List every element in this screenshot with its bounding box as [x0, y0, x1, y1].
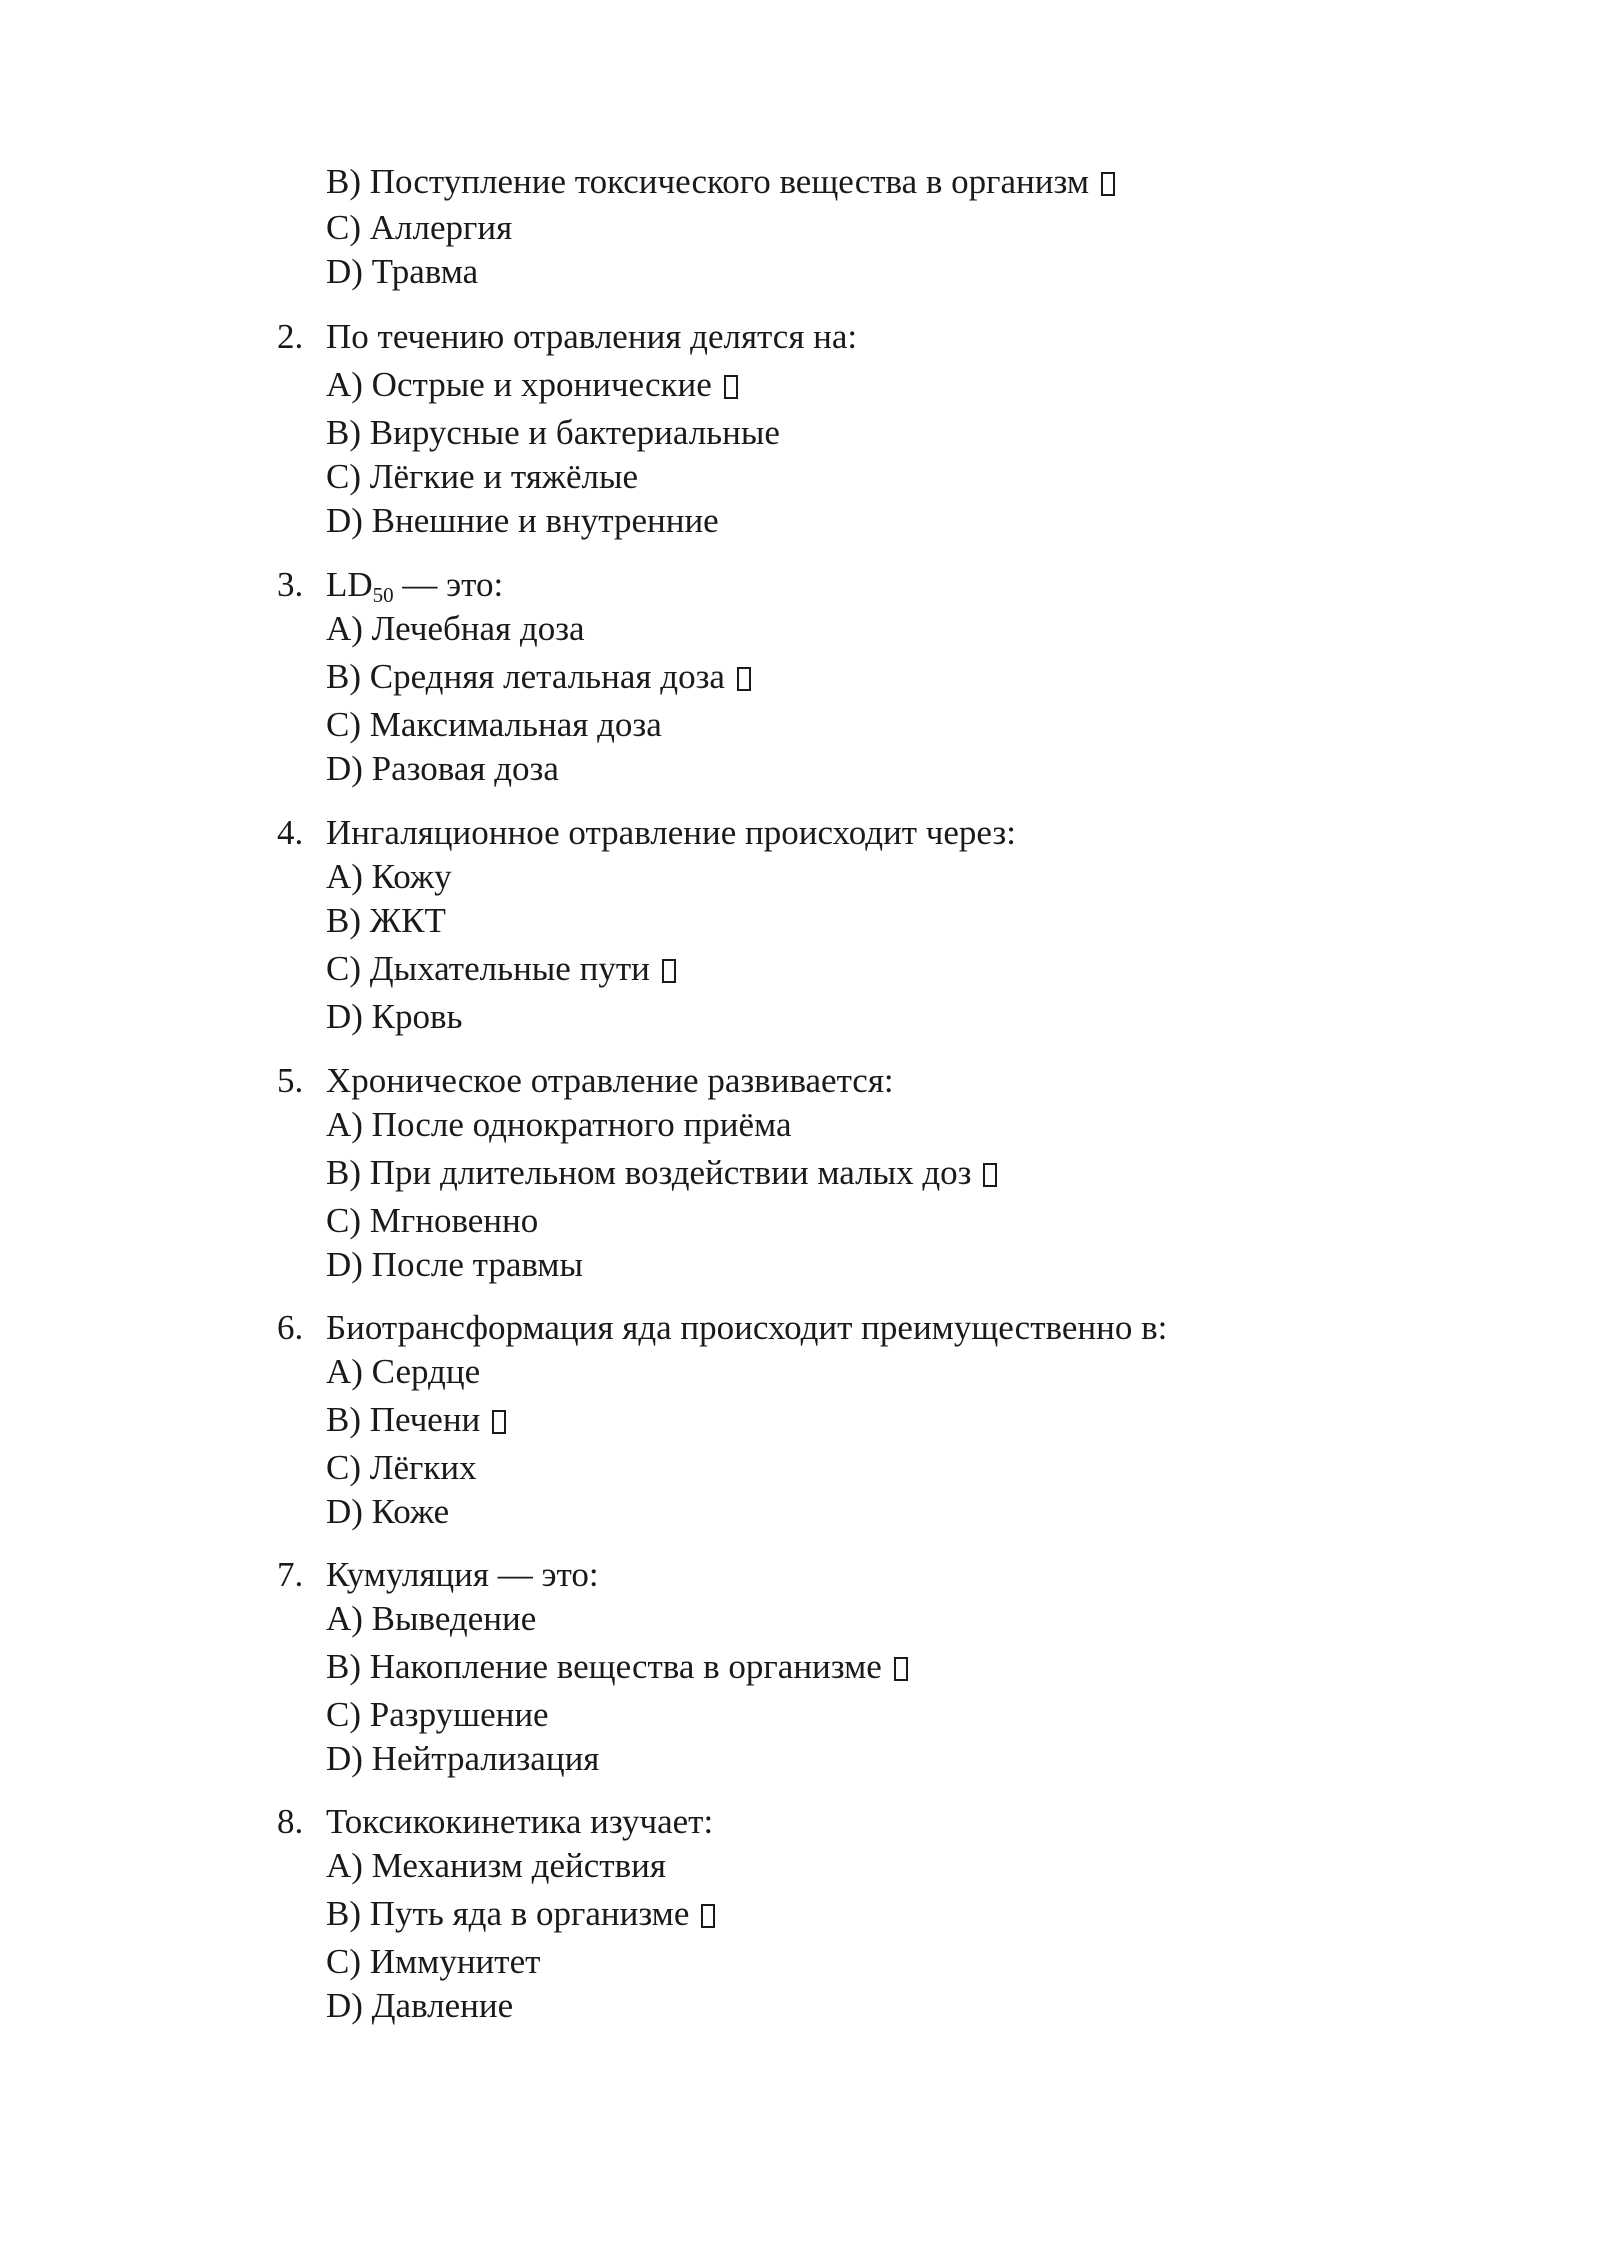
answer-option	[326, 947, 676, 991]
correct-mark-icon	[492, 1410, 506, 1434]
answer-option: C) Мгновенно	[326, 1201, 539, 1240]
answer-option: D) Коже	[326, 1492, 450, 1531]
answer-option	[326, 1892, 715, 1936]
correct-mark-icon	[701, 1904, 715, 1928]
question-number: 7.	[277, 1555, 304, 1594]
correct-mark-icon	[724, 375, 738, 399]
question-number: 8.	[277, 1802, 304, 1841]
question-text: $LD_{50}$ — это:	[326, 565, 504, 607]
option-text: B) Путь яда в организме	[326, 1894, 690, 1933]
correct-mark-icon	[894, 1657, 908, 1681]
question-text: Биотрансформация яда происходит преимущественно в:	[326, 1308, 1168, 1347]
option-text: B) Накопление вещества в организме	[326, 1647, 882, 1686]
answer-option	[326, 1398, 506, 1442]
answer-option	[326, 1151, 997, 1195]
answer-option: C) Разрушение	[326, 1695, 549, 1734]
question-text: Хроническое отравление развивается:	[326, 1061, 894, 1100]
answer-option	[326, 160, 1115, 204]
option-text: C) Дыхательные пути	[326, 949, 650, 988]
answer-option: A) Сердце	[326, 1352, 481, 1391]
answer-option: A) Выведение	[326, 1599, 537, 1638]
answer-option	[326, 1645, 908, 1689]
answer-option: D) Внешние и внутренние	[326, 501, 719, 540]
answer-option: D) Нейтрализация	[326, 1739, 600, 1778]
question-number: 5.	[277, 1061, 304, 1100]
answer-option: B) Вирусные и бактериальные	[326, 413, 780, 452]
answer-option: C) Аллергия	[326, 208, 513, 247]
answer-option: C) Лёгких	[326, 1448, 477, 1487]
option-text: A) Острые и хронические	[326, 365, 712, 404]
answer-option: D) Кровь	[326, 997, 463, 1036]
question-number: 4.	[277, 813, 304, 852]
question-text: Кумуляция — это:	[326, 1555, 599, 1594]
answer-option: A) После однократного приёма	[326, 1105, 792, 1144]
answer-option: C) Иммунитет	[326, 1942, 541, 1981]
answer-option: D) Давление	[326, 1986, 514, 2025]
correct-mark-icon	[1101, 172, 1115, 196]
answer-option: A) Кожу	[326, 857, 452, 896]
answer-option	[326, 655, 751, 699]
answer-option: C) Лёгкие и тяжёлые	[326, 457, 639, 496]
question-text: Токсикокинетика изучает:	[326, 1802, 714, 1841]
answer-option: D) Травма	[326, 252, 479, 291]
question-number: 6.	[277, 1308, 304, 1347]
answer-option: D) После травмы	[326, 1245, 583, 1284]
answer-option: A) Лечебная доза	[326, 609, 585, 648]
correct-mark-icon	[737, 667, 751, 691]
answer-option: A) Механизм действия	[326, 1846, 666, 1885]
answer-option: C) Максимальная доза	[326, 705, 662, 744]
correct-mark-icon	[983, 1163, 997, 1187]
option-text: B) Печени	[326, 1400, 481, 1439]
question-text: По течению отравления делятся на:	[326, 317, 858, 356]
question-number: 2.	[277, 317, 304, 356]
answer-option	[326, 363, 738, 407]
answer-option: B) ЖКТ	[326, 901, 446, 940]
option-text: B) Средняя летальная доза	[326, 657, 725, 696]
answer-option: D) Разовая доза	[326, 749, 559, 788]
correct-mark-icon	[662, 959, 676, 983]
question-text: Ингаляционное отравление происходит через:	[326, 813, 1016, 852]
subscript: 50	[372, 583, 394, 607]
option-text: B) При длительном воздействии малых доз	[326, 1153, 972, 1192]
question-number: 3.	[277, 565, 304, 604]
option-text: B) Поступление токсического вещества в организм	[326, 162, 1089, 201]
